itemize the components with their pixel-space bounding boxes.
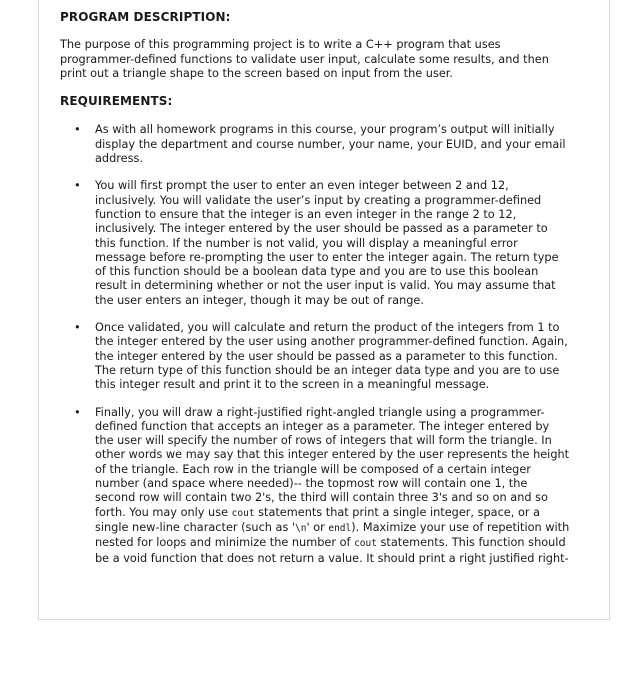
bullet-icon: • [74,321,81,335]
requirement-text: You will first prompt the user to enter an even integer between 2 and 12, inclusively. You will validate the user’s input by creating a programmer-defined function to ensure that the integer is an even integer in the range 2 to 12, inclusively. The integer entered by the user should be passed as a parameter to this function. If the number is not valid, you will display a meaningful error message before re-prompting the user to enter the integer again. The return type of this function should be a boolean data type and you are to use this boolean result in determining whether or not the user input is valid. You may assume that the user enters an integer, though it may be out of range. [95,179,559,307]
code-newline: \n [295,522,307,534]
bullet-icon: • [74,123,81,137]
requirement-item-product [60,321,570,392]
code-cout: cout [354,538,377,550]
requirement-text-part: ). Maximize your use of repetition with nested for loops and minimize the number of [95,520,570,550]
program-description-paragraph: The purpose of this programming project is to write a C++ program that uses programmer-defined functions to validate user input, calculate some results, and then print out a triangle shape to the screen based on input from the user. [60,38,549,80]
requirement-text-part: statements that print a single integer, space, or a single new-line character (such as ' [95,505,541,534]
requirement-text: As with all homework programs in this course, your program’s output will initially display the department and course number, your name, your EUID, and your email address. [95,123,566,166]
bullet-icon: • [74,179,81,193]
requirement-text-part: statements. This function should be a void function that does not return a value. It should print a right justified right- [95,536,569,565]
program-description-heading: PROGRAM DESCRIPTION: [60,10,231,24]
document-content [60,10,570,579]
requirement-text-part: Finally, you will draw a right-justified right-angled triangle using a programmer-defined function that accepts an integer as a parameter. The integer entered by the user will specify the number of rows of integers that will form the triangle. In other words we may say that this integer entered by the user represents the height of the triangle. Each row in the triangle will be composed of a certain integer number (and space where needed)-- the topmost row will contain one 1, the second row will contain two 2's, the third will contain three 3's and so on and so forth. You may only use [95,405,570,519]
requirements-list [60,123,570,565]
requirement-text-part: ' or [306,520,329,534]
requirement-item-triangle [60,406,570,566]
bullet-icon: • [74,405,81,419]
requirement-item-output-header [60,123,570,166]
code-endl: endl [328,522,352,534]
requirements-heading: REQUIREMENTS: [60,94,173,109]
code-cout: cout [231,507,255,519]
requirement-item-validate-input [60,179,570,308]
requirement-text: Once validated, you will calculate and return the product of the integers from 1 to the integer entered by the user using another programmer-defined function. Again, the integer entered by the user should be passed as a parameter to this function. The return type of this function should be an integer data type and you are to use this integer result and print it to the screen in a meaningful message. [95,321,568,392]
